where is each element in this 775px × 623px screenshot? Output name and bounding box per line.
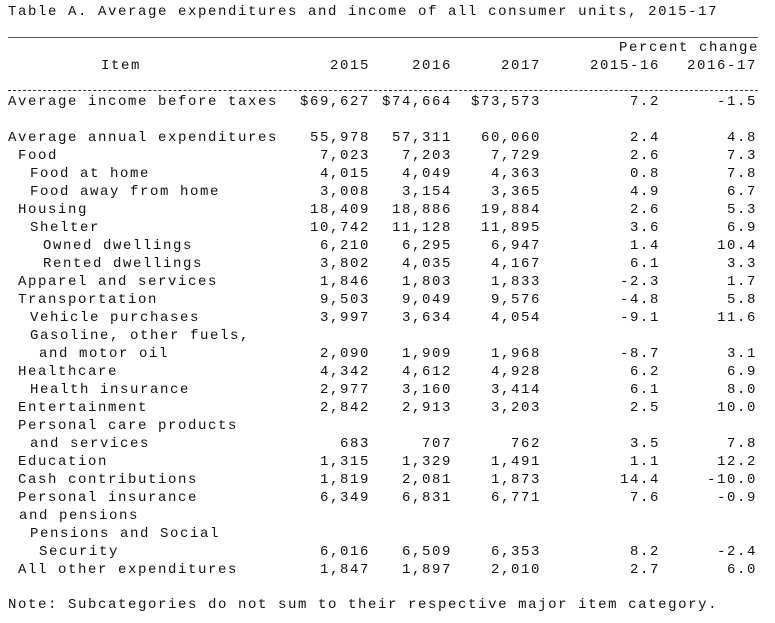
percent-change-2015-16: 0.8 xyxy=(629,166,660,182)
row-label: Vehicle purchases xyxy=(30,310,201,326)
value-2016: 1,897 xyxy=(401,562,452,578)
row-label: Rented dwellings xyxy=(43,256,204,272)
percent-change-2016-17: 6.7 xyxy=(726,184,757,200)
row-label: Housing xyxy=(18,202,89,218)
value-2017: 4,928 xyxy=(490,364,541,380)
item-header: Item xyxy=(101,58,142,74)
value-2015: 18,409 xyxy=(309,202,370,218)
period-header-2015-16: 2015-16 xyxy=(589,58,660,74)
percent-change-2015-16: -4.8 xyxy=(619,292,660,308)
percent-change-2015-16: 2.6 xyxy=(629,202,660,218)
table-row xyxy=(0,147,775,165)
percent-change-2016-17: 6.0 xyxy=(726,562,757,578)
value-2016: 4,612 xyxy=(401,364,452,380)
value-2015: 2,977 xyxy=(319,382,370,398)
value-2016: 6,509 xyxy=(401,544,452,560)
percent-change-2016-17: -1.5 xyxy=(716,94,757,110)
value-2015: 10,742 xyxy=(309,220,370,236)
value-2016: 1,803 xyxy=(401,274,452,290)
table-row xyxy=(0,219,775,237)
row-label: Average income before taxes xyxy=(8,94,279,110)
value-2017: 4,363 xyxy=(490,166,541,182)
value-2016: 2,913 xyxy=(401,400,452,416)
value-2016: $74,664 xyxy=(381,94,452,110)
percent-change-2015-16: -8.7 xyxy=(619,346,660,362)
value-2015: 4,015 xyxy=(319,166,370,182)
value-2015: 3,997 xyxy=(319,310,370,326)
percent-change-2016-17: 6.9 xyxy=(726,220,757,236)
table-row xyxy=(0,237,775,255)
percent-change-2016-17: 6.9 xyxy=(726,364,757,380)
row-label: Pensions and Social xyxy=(30,526,221,542)
row-label: Entertainment xyxy=(18,400,149,416)
value-2016: 9,049 xyxy=(401,292,452,308)
row-label: Health insurance xyxy=(30,382,191,398)
percent-change-2016-17: -0.9 xyxy=(716,490,757,506)
table-note: Note: Subcategories do not sum to their respective major item category. xyxy=(8,597,719,613)
percent-change-2016-17: 10.0 xyxy=(716,400,757,416)
table-row xyxy=(0,435,775,453)
table-row xyxy=(0,273,775,291)
table-row xyxy=(0,183,775,201)
value-2016: 1,329 xyxy=(401,454,452,470)
value-2015: 2,090 xyxy=(319,346,370,362)
value-2017: 2,010 xyxy=(490,562,541,578)
percent-change-2016-17: 1.7 xyxy=(726,274,757,290)
value-2017: 7,729 xyxy=(490,148,541,164)
value-2016: 4,035 xyxy=(401,256,452,272)
table-row xyxy=(0,129,775,147)
table-row xyxy=(0,201,775,219)
percent-change-2015-16: 8.2 xyxy=(629,544,660,560)
table-row xyxy=(0,309,775,327)
percent-change-2015-16: 7.2 xyxy=(629,94,660,110)
value-2017: 4,054 xyxy=(490,310,541,326)
value-2016: 3,634 xyxy=(401,310,452,326)
table-row xyxy=(0,471,775,489)
value-2016: 18,886 xyxy=(391,202,452,218)
row-label: Apparel and services xyxy=(18,274,219,290)
value-2017: $73,573 xyxy=(470,94,541,110)
period-header-2016-17: 2016-17 xyxy=(686,58,757,74)
value-2017: 1,873 xyxy=(490,472,541,488)
percent-change-2015-16: 7.6 xyxy=(629,490,660,506)
percent-change-2016-17: -2.4 xyxy=(716,544,757,560)
percent-change-2016-17: -10.0 xyxy=(706,472,757,488)
value-2016: 6,831 xyxy=(401,490,452,506)
percent-change-2016-17: 3.3 xyxy=(726,256,757,272)
table-row xyxy=(0,363,775,381)
row-label: and motor oil xyxy=(39,346,170,362)
value-2017: 3,203 xyxy=(490,400,541,416)
row-label: Food xyxy=(18,148,59,164)
value-2015: 1,315 xyxy=(319,454,370,470)
percent-change-2016-17: 8.0 xyxy=(726,382,757,398)
value-2017: 1,833 xyxy=(490,274,541,290)
row-label: Security xyxy=(39,544,120,560)
value-2015: 6,210 xyxy=(319,238,370,254)
table-row xyxy=(0,165,775,183)
percent-change-2015-16: 2.4 xyxy=(629,130,660,146)
table-row xyxy=(0,255,775,273)
header-row-percent xyxy=(0,39,775,57)
year-header-2016: 2016 xyxy=(411,58,452,74)
value-2017: 762 xyxy=(510,436,541,452)
value-2016: 11,128 xyxy=(391,220,452,236)
percent-change-2015-16: -9.1 xyxy=(619,310,660,326)
percent-change-2015-16: 4.9 xyxy=(629,184,660,200)
value-2016: 57,311 xyxy=(391,130,452,146)
header-dash-rule xyxy=(8,90,758,91)
percent-change-2015-16: 3.5 xyxy=(629,436,660,452)
value-2015: 1,847 xyxy=(319,562,370,578)
percent-change-2016-17: 12.2 xyxy=(716,454,757,470)
table-row xyxy=(0,93,775,111)
percent-change-2015-16: 14.4 xyxy=(619,472,660,488)
row-label: Healthcare xyxy=(18,364,119,380)
percent-change-2016-17: 5.8 xyxy=(726,292,757,308)
percent-change-header: Percent change xyxy=(618,40,759,56)
table-title: Table A. Average expenditures and income of all consumer units, 2015-17 xyxy=(8,4,719,20)
value-2017: 9,576 xyxy=(490,292,541,308)
row-label: Food away from home xyxy=(30,184,221,200)
table-row xyxy=(0,381,775,399)
row-label: Shelter xyxy=(30,220,101,236)
table-row xyxy=(0,507,775,525)
value-2017: 19,884 xyxy=(480,202,541,218)
value-2015: 55,978 xyxy=(309,130,370,146)
header-row xyxy=(0,57,775,75)
row-label: Gasoline, other fuels, xyxy=(30,328,251,344)
value-2015: 7,023 xyxy=(319,148,370,164)
top-rule xyxy=(8,37,758,38)
row-label: Owned dwellings xyxy=(43,238,194,254)
value-2016: 7,203 xyxy=(401,148,452,164)
percent-change-2016-17: 7.3 xyxy=(726,148,757,164)
percent-change-2015-16: 6.1 xyxy=(629,256,660,272)
value-2017: 6,771 xyxy=(490,490,541,506)
value-2015: 1,846 xyxy=(319,274,370,290)
table-row xyxy=(0,417,775,435)
value-2017: 1,491 xyxy=(490,454,541,470)
percent-change-2016-17: 10.4 xyxy=(716,238,757,254)
value-2015: 1,819 xyxy=(319,472,370,488)
year-header-2017: 2017 xyxy=(500,58,541,74)
table-row xyxy=(0,327,775,345)
value-2015: 4,342 xyxy=(319,364,370,380)
value-2015: 9,503 xyxy=(319,292,370,308)
row-label: Average annual expenditures xyxy=(8,130,279,146)
row-label: Personal care products xyxy=(18,418,239,434)
value-2017: 4,167 xyxy=(490,256,541,272)
value-2016: 707 xyxy=(421,436,452,452)
value-2017: 1,968 xyxy=(490,346,541,362)
percent-change-2016-17: 5.3 xyxy=(726,202,757,218)
percent-change-2015-16: 1.4 xyxy=(629,238,660,254)
table-row xyxy=(0,525,775,543)
percent-change-2016-17: 4.8 xyxy=(726,130,757,146)
value-2015: 683 xyxy=(339,436,370,452)
value-2017: 60,060 xyxy=(480,130,541,146)
percent-change-2015-16: 2.5 xyxy=(629,400,660,416)
value-2016: 2,081 xyxy=(401,472,452,488)
value-2016: 3,154 xyxy=(401,184,452,200)
value-2015: 3,008 xyxy=(319,184,370,200)
value-2015: $69,627 xyxy=(299,94,370,110)
value-2017: 11,895 xyxy=(480,220,541,236)
row-label: and services xyxy=(30,436,151,452)
table-row xyxy=(0,561,775,579)
value-2017: 3,365 xyxy=(490,184,541,200)
row-label: Transportation xyxy=(18,292,159,308)
value-2016: 4,049 xyxy=(401,166,452,182)
value-2015: 3,802 xyxy=(319,256,370,272)
percent-change-2015-16: 3.6 xyxy=(629,220,660,236)
percent-change-2015-16: 2.7 xyxy=(629,562,660,578)
value-2015: 6,016 xyxy=(319,544,370,560)
table-row xyxy=(0,345,775,363)
table-row xyxy=(0,291,775,309)
percent-change-2015-16: 1.1 xyxy=(629,454,660,470)
value-2015: 6,349 xyxy=(319,490,370,506)
year-header-2015: 2015 xyxy=(329,58,370,74)
row-label: and pensions xyxy=(19,508,140,524)
percent-change-2016-17: 11.6 xyxy=(716,310,757,326)
table-row xyxy=(0,453,775,471)
value-2015: 2,842 xyxy=(319,400,370,416)
row-label: Personal insurance xyxy=(18,490,199,506)
table-row xyxy=(0,489,775,507)
row-label: Cash contributions xyxy=(18,472,199,488)
percent-change-2016-17: 7.8 xyxy=(726,436,757,452)
value-2016: 6,295 xyxy=(401,238,452,254)
percent-change-2016-17: 3.1 xyxy=(726,346,757,362)
percent-change-2015-16: 6.2 xyxy=(629,364,660,380)
row-label: Food at home xyxy=(30,166,151,182)
row-label: All other expenditures xyxy=(18,562,239,578)
value-2017: 6,947 xyxy=(490,238,541,254)
row-label: Education xyxy=(18,454,109,470)
value-2017: 3,414 xyxy=(490,382,541,398)
table-row xyxy=(0,543,775,561)
percent-change-2015-16: -2.3 xyxy=(619,274,660,290)
percent-change-2015-16: 2.6 xyxy=(629,148,660,164)
value-2016: 1,909 xyxy=(401,346,452,362)
value-2017: 6,353 xyxy=(490,544,541,560)
percent-change-2016-17: 7.8 xyxy=(726,166,757,182)
value-2016: 3,160 xyxy=(401,382,452,398)
table-row xyxy=(0,399,775,417)
percent-change-2015-16: 6.1 xyxy=(629,382,660,398)
